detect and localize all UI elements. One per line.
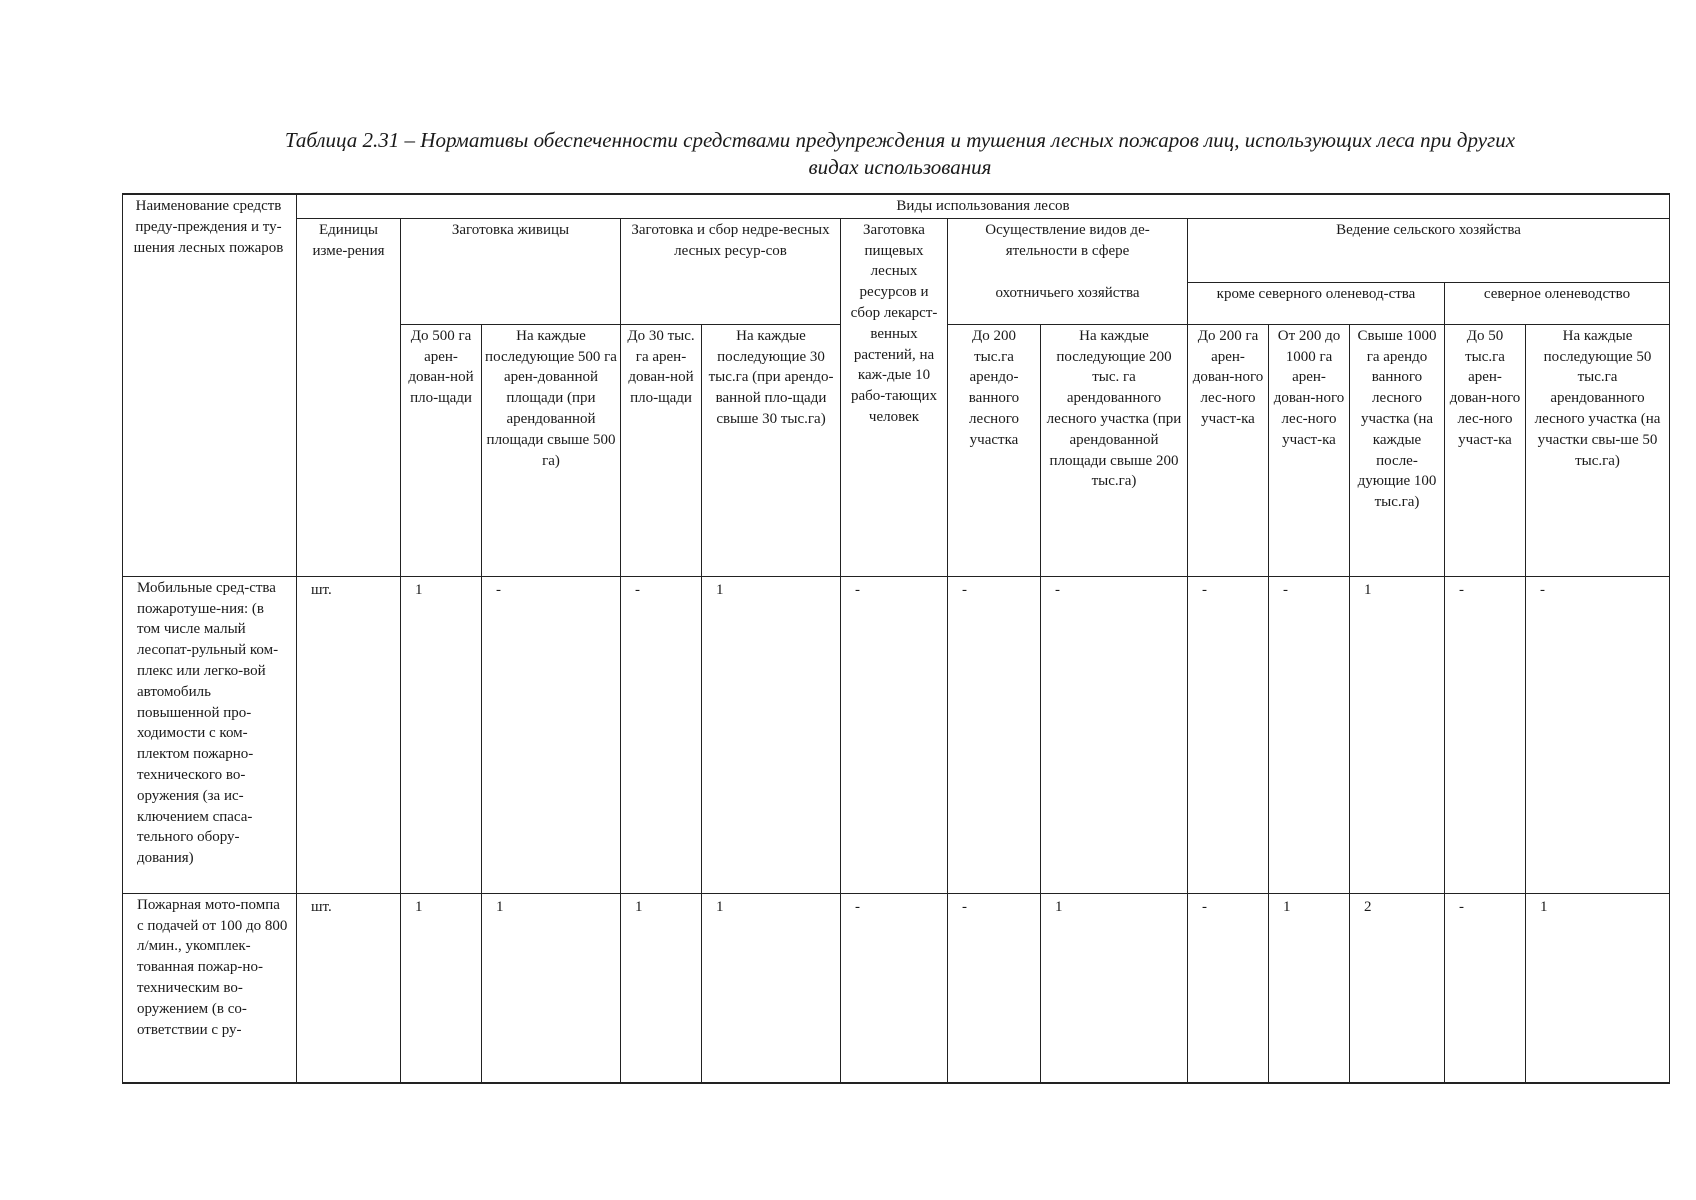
- row-value: -: [841, 576, 948, 893]
- row-value: -: [841, 893, 948, 1083]
- subheader-cell: До 200 тыс.га арендо-ванного лесного участка: [948, 324, 1041, 576]
- row-value: -: [1188, 893, 1269, 1083]
- row-value: -: [621, 576, 702, 893]
- header-zhivica: Заготовка живицы: [401, 218, 621, 324]
- table-caption: [170, 127, 1630, 181]
- row-unit: шт.: [297, 576, 401, 893]
- subheader-cell: До 50 тыс.га арен-дован-ного лес-ного участ-ка: [1445, 324, 1526, 576]
- header-units: Единицы изме-рения: [297, 218, 401, 576]
- row-value: -: [1188, 576, 1269, 893]
- subheader-cell: До 500 га арен-дован-ной пло-щади: [401, 324, 482, 576]
- norms-table: [122, 193, 1670, 1084]
- row-value: 1: [621, 893, 702, 1083]
- header-pishchevye: Заготовка пищевых лесных ресурсов и сбор лекарст-венных растений, на каж-дые 10 рабо-тающих человек: [841, 218, 948, 576]
- row-value: -: [948, 576, 1041, 893]
- row-value: 1: [702, 576, 841, 893]
- row-value: 1: [482, 893, 621, 1083]
- caption-line-2: видах использования: [808, 155, 992, 179]
- subheader-cell: На каждые последующие 200 тыс. га арендованного лесного участка (при арендованной площади свыше 200 тыс.га): [1041, 324, 1188, 576]
- row-value: 1: [1041, 893, 1188, 1083]
- subheader-cell: На каждые последующие 50 тыс.га арендованного лесного участка (на участки свы-ше 50 тыс.га): [1526, 324, 1670, 576]
- row-value: 1: [702, 893, 841, 1083]
- row-value: -: [1526, 576, 1670, 893]
- subheader-cell: От 200 до 1000 га арен-дован-ного лес-ного участ-ка: [1269, 324, 1350, 576]
- row-name: Пожарная мото-помпа с подачей от 100 до 800 л/мин., укомплек-тованная пожар-но-техническим во-оружением (в со-ответствии с ру-: [123, 893, 297, 1083]
- row-value: -: [482, 576, 621, 893]
- row-value: 1: [401, 893, 482, 1083]
- subheader-cell: До 30 тыс. га арен-дован-ной пло-щади: [621, 324, 702, 576]
- row-value: 2: [1350, 893, 1445, 1083]
- header-ohota-line-2: охотничьего хозяйства: [948, 282, 1188, 324]
- header-name-column: Наименование средств преду-преждения и ту-шения лесных пожаров: [123, 194, 297, 576]
- subheader-cell: Свыше 1000 га арендо ванного лесного участка (на каждые после-дующие 100 тыс.га): [1350, 324, 1445, 576]
- header-selskoe: Ведение сельского хозяйства: [1188, 218, 1670, 282]
- table-row: [123, 576, 1670, 893]
- row-unit: шт.: [297, 893, 401, 1083]
- row-value: -: [1041, 576, 1188, 893]
- header-ohota-line-1: Осуществление видов де-ятельности в сфере: [948, 218, 1188, 282]
- header-krome-severnogo: кроме северного оленевод-ства: [1188, 282, 1445, 324]
- subheader-cell: На каждые последующие 30 тыс.га (при арендо-ванной пло-щади свыше 30 тыс.га): [702, 324, 841, 576]
- row-value: 1: [1350, 576, 1445, 893]
- row-value: 1: [1526, 893, 1670, 1083]
- caption-line-1: Таблица 2.31 – Нормативы обеспеченности средствами предупреждения и тушения лесных пожаров лиц, использующих леса при других: [284, 128, 1516, 152]
- table-row: [123, 893, 1670, 1083]
- row-value: -: [1445, 576, 1526, 893]
- row-value: -: [1269, 576, 1350, 893]
- row-value: 1: [1269, 893, 1350, 1083]
- subheader-cell: На каждые последующие 500 га арен-дованной площади (при арендованной площади свыше 500 га): [482, 324, 621, 576]
- header-severnoe: северное оленеводство: [1445, 282, 1670, 324]
- row-value: 1: [401, 576, 482, 893]
- subheader-cell: До 200 га арен-дован-ного лес-ного участ-ка: [1188, 324, 1269, 576]
- header-nedrevesnye: Заготовка и сбор недре-весных лесных ресур-сов: [621, 218, 841, 324]
- row-value: -: [1445, 893, 1526, 1083]
- row-value: -: [948, 893, 1041, 1083]
- row-name: Мобильные сред-ства пожаротуше-ния: (в том числе малый лесопат-рульный ком-плекс или легко-вой автомобиль повышенной про-ходимости с ком-плектом пожарно-технического во-оружения (за ис-ключением спаса-тельного обору-дования): [123, 576, 297, 893]
- header-kinds-of-use: Виды использования лесов: [297, 194, 1670, 218]
